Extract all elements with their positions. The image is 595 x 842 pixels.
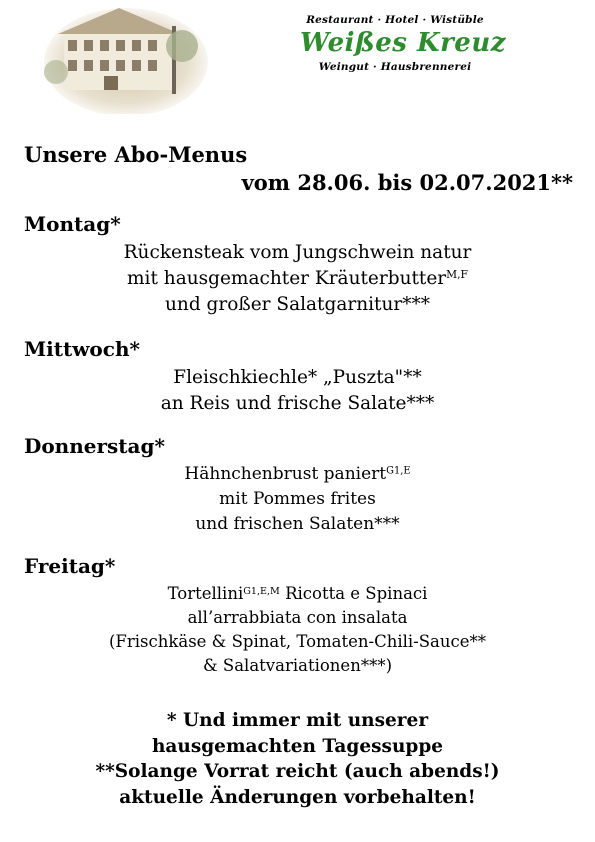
footer-line: **Solange Vorrat reicht (auch abends!)	[95, 761, 500, 782]
dish-line: mit hausgemachter Kräuterbutter$^{M,F}$	[127, 268, 468, 289]
brand-tagline-bottom: Weingut · Hausbrennerei	[318, 61, 472, 73]
dish-mittwoch	[0, 365, 595, 417]
hotel-building-image	[44, 6, 209, 114]
dish-donnerstag	[0, 462, 595, 537]
dish-line: & Salatvariationen***)	[202, 656, 393, 675]
footer-line: hausgemachten Tagessuppe	[151, 735, 444, 757]
header	[0, 0, 595, 120]
dish-line: und frischen Salaten***	[195, 514, 400, 534]
day-heading-freitag: Freitag*	[24, 554, 116, 578]
dish-line: Tortellini$^{G1,E,M}$ Ricotta e Spinaci	[167, 584, 428, 603]
allergen-code: G1,E	[386, 465, 411, 477]
dish-line: und großer Salatgarnitur***	[165, 294, 430, 315]
brand-tagline-top: Restaurant · Hotel · Wistüble	[306, 14, 484, 26]
dish-freitag	[0, 582, 595, 678]
dish-line: mit Pommes frites	[219, 489, 376, 509]
day-heading-mittwoch: Mittwoch*	[24, 337, 140, 361]
page-title: Unsere Abo-Menus	[24, 142, 248, 167]
allergen-code: G1,E,M	[243, 585, 280, 597]
footer-line: * Und immer mit unserer	[166, 710, 429, 731]
date-range: vom 28.06. bis 02.07.2021**	[241, 170, 573, 195]
brand-logo	[300, 14, 506, 73]
allergen-code: M,F	[446, 268, 468, 282]
footer-notes	[0, 708, 595, 810]
dish-line: (Frischkäse & Spinat, Tomaten-Chili-Sauce**	[108, 632, 487, 651]
dish-line: an Reis und frische Salate***	[160, 393, 435, 414]
dish-line: Fleischkiechle* „Puszta"**	[173, 367, 422, 388]
dish-montag	[0, 240, 595, 318]
day-heading-donnerstag: Donnerstag*	[24, 434, 165, 458]
footer-line: aktuelle Änderungen vorbehalten!	[119, 786, 476, 808]
dish-line: all’arrabbiata con insalata	[187, 608, 408, 627]
brand-name: Weißes Kreuz	[300, 28, 506, 58]
dish-line: Rückensteak vom Jungschwein natur	[123, 242, 472, 263]
day-heading-montag: Montag*	[24, 212, 121, 236]
dish-line: Hähnchenbrust paniert$^{G1,E}$	[184, 464, 411, 484]
